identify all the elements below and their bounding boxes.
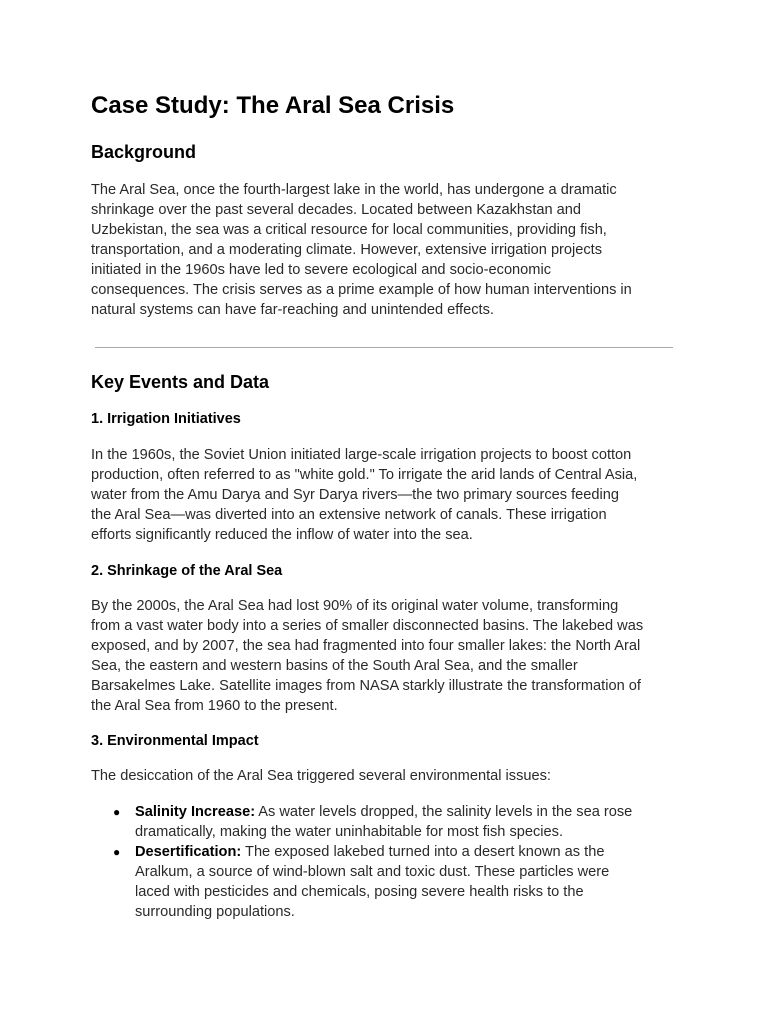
text-line: By the 2000s, the Aral Sea had lost 90% of its original water volume, transforming [91,598,619,614]
text-line: water from the Amu Darya and Syr Darya rivers—the two primary sources feeding [91,487,620,503]
text-line: shrinkage over the past several decades. Located between Kazakhstan and [91,202,582,218]
text-line: the Aral Sea from 1960 to the present. [91,698,338,714]
background-heading: Background [91,142,197,162]
irrigation-paragraph [91,445,637,545]
bullet-item-salinity [91,802,632,842]
text-line: efforts significantly reduced the inflow of water into the sea. [91,527,473,543]
text-line: dramatically, making the water uninhabitable for most fish species. [135,824,564,840]
text-line: The desiccation of the Aral Sea triggered several environmental issues: [91,768,551,784]
impact-bullet-list [91,802,632,922]
text-line: initiated in the 1960s have led to severe ecological and socio-economic [91,262,551,278]
bullet-text: As water levels dropped, the salinity levels in the sea rose [255,804,633,820]
text-line: the Aral Sea—was diverted into an extensive network of canals. These irrigation [91,507,607,523]
text-line: surrounding populations. [135,904,295,920]
bullet-term: Desertification: [135,844,242,860]
irrigation-heading: 1. Irrigation Initiatives [91,411,241,427]
text-line [135,802,632,822]
text-line: Sea, the eastern and western basins of the South Aral Sea, and the smaller [91,658,578,674]
text-line: Uzbekistan, the sea was a critical resource for local communities, providing fish, [91,222,607,238]
bullet-icon: ● [113,805,121,819]
text-line: exposed, and by 2007, the sea had fragmented into four smaller lakes: the North Aral [91,638,641,654]
text-line: production, often referred to as "white gold." To irrigate the arid lands of Central Asia, [91,467,638,483]
text-line [135,842,632,862]
bullet-text: The exposed lakebed turned into a desert known as the [241,844,605,860]
environmental-impact-intro [91,766,551,786]
text-line: consequences. The crisis serves as a prime example of how human interventions in [91,282,632,298]
text-line: transportation, and a moderating climate. However, extensive irrigation projects [91,242,603,258]
background-paragraph [91,180,632,320]
bullet-term: Salinity Increase: [135,804,256,820]
section-divider [95,347,673,348]
key-events-heading: Key Events and Data [91,372,270,392]
text-line: laced with pesticides and chemicals, posing severe health risks to the [135,884,584,900]
text-line: natural systems can have far-reaching and unintended effects. [91,302,494,318]
text-line: from a vast water body into a series of smaller disconnected basins. The lakebed was [91,618,644,634]
shrinkage-paragraph [91,596,643,716]
text-line: The Aral Sea, once the fourth-largest lake in the world, has undergone a dramatic [91,182,617,198]
bullet-icon: ● [113,845,121,859]
environmental-impact-heading: 3. Environmental Impact [91,733,259,749]
text-line: Aralkum, a source of wind-blown salt and toxic dust. These particles were [135,864,610,880]
text-line: Barsakelmes Lake. Satellite images from NASA starkly illustrate the transformation of [91,678,641,694]
shrinkage-heading: 2. Shrinkage of the Aral Sea [91,563,283,579]
page-title: Case Study: The Aral Sea Crisis [91,92,455,119]
bullet-item-desertification [91,842,632,922]
text-line: In the 1960s, the Soviet Union initiated large-scale irrigation projects to boost cotton [91,447,632,463]
